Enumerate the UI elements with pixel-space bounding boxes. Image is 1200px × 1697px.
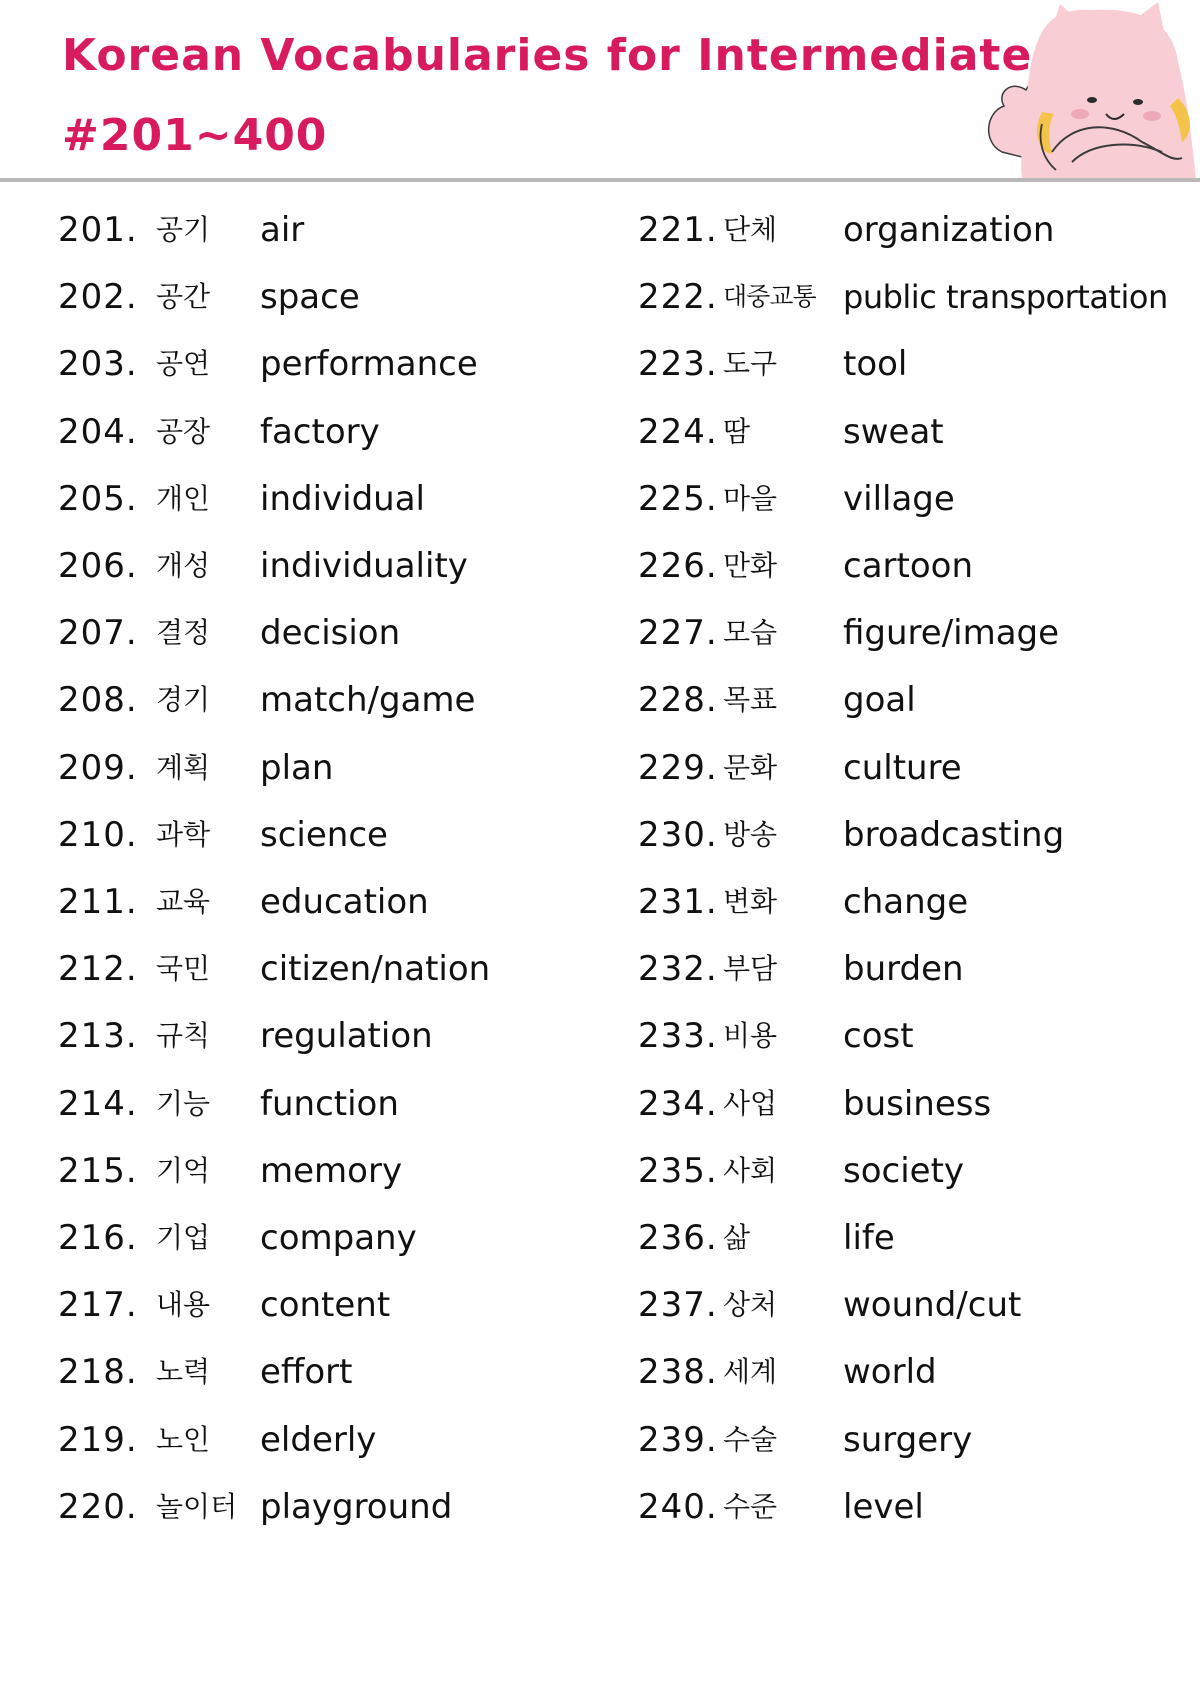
entry-number: 203.	[58, 344, 138, 385]
english-meaning: decision	[260, 613, 401, 654]
korean-word: 모습	[723, 616, 778, 650]
korean-word: 단체	[723, 213, 778, 246]
english-meaning: factory	[260, 411, 380, 452]
entry-number: 208.	[58, 680, 138, 721]
korean-word: 규칙	[156, 1019, 211, 1053]
english-meaning: education	[260, 882, 429, 922]
korean-word: 공간	[156, 280, 211, 314]
english-meaning: culture	[843, 747, 962, 788]
korean-word: 기업	[156, 1221, 211, 1254]
entry-number: 217.	[58, 1285, 138, 1326]
entry-number: 231.	[638, 882, 718, 922]
english-meaning: science	[260, 814, 388, 855]
korean-word: 개인	[156, 481, 211, 515]
korean-word: 만화	[723, 549, 778, 582]
korean-word: 땀	[723, 414, 751, 448]
english-meaning: memory	[260, 1150, 403, 1191]
entry-number: 222.	[638, 277, 718, 318]
english-meaning: air	[260, 210, 305, 250]
english-meaning: sweat	[843, 411, 944, 452]
korean-word: 문화	[723, 750, 778, 784]
korean-word: 노인	[156, 1422, 211, 1456]
english-meaning: burden	[843, 949, 964, 990]
entry-number: 204.	[58, 411, 138, 452]
korean-word: 국민	[156, 952, 211, 986]
korean-word: 과학	[156, 817, 211, 851]
page-title: Korean Vocabularies for Intermediate	[62, 30, 1033, 81]
entry-number: 205.	[58, 478, 138, 519]
entry-number: 207.	[58, 613, 138, 654]
korean-word: 공기	[156, 213, 211, 246]
entry-number: 224.	[638, 411, 718, 452]
entry-number: 206.	[58, 546, 138, 586]
entry-number: 201.	[58, 210, 138, 250]
entry-number: 225.	[638, 478, 718, 519]
entry-number: 216.	[58, 1218, 138, 1258]
korean-word: 기능	[156, 1086, 211, 1120]
entry-number: 237.	[638, 1285, 718, 1326]
korean-word: 대중교통	[723, 282, 816, 312]
english-meaning: surgery	[843, 1419, 973, 1460]
english-meaning: life	[843, 1218, 895, 1258]
korean-word: 기억	[156, 1153, 211, 1187]
entry-number: 240.	[638, 1486, 718, 1527]
entry-number: 221.	[638, 210, 718, 250]
english-meaning: level	[843, 1486, 924, 1527]
korean-word: 변화	[723, 885, 778, 918]
korean-word: 수술	[723, 1422, 778, 1456]
korean-word: 방송	[723, 817, 778, 851]
korean-word: 내용	[156, 1288, 211, 1322]
english-meaning: organization	[843, 210, 1055, 250]
english-meaning: goal	[843, 680, 916, 721]
english-meaning: effort	[260, 1352, 353, 1393]
english-meaning: individual	[260, 478, 426, 519]
english-meaning: cartoon	[843, 546, 973, 586]
entry-number: 211.	[58, 882, 138, 922]
korean-word: 계획	[156, 750, 211, 784]
entry-number: 229.	[638, 747, 718, 788]
english-meaning: individuality	[260, 546, 468, 586]
entry-number: 234.	[638, 1083, 718, 1124]
korean-word: 비용	[723, 1019, 778, 1053]
entry-number: 218.	[58, 1352, 138, 1393]
english-meaning: match/game	[260, 680, 476, 721]
korean-word: 공장	[156, 414, 211, 448]
header-divider	[0, 178, 1200, 182]
korean-word: 결정	[156, 616, 211, 650]
english-meaning: village	[843, 478, 955, 519]
entry-number: 227.	[638, 613, 718, 654]
entry-number: 238.	[638, 1352, 718, 1393]
english-meaning: regulation	[260, 1016, 433, 1057]
entry-number: 233.	[638, 1016, 718, 1057]
english-meaning: plan	[260, 747, 334, 788]
english-meaning: society	[843, 1150, 965, 1191]
korean-word: 삶	[723, 1221, 751, 1254]
english-meaning: figure/image	[843, 613, 1060, 654]
korean-word: 수준	[723, 1489, 778, 1523]
english-meaning: cost	[843, 1016, 914, 1057]
korean-word: 세계	[723, 1355, 778, 1389]
english-meaning: citizen/nation	[260, 949, 491, 990]
korean-word: 놀이터	[156, 1489, 238, 1523]
entry-number: 220.	[58, 1486, 138, 1527]
english-meaning: wound/cut	[843, 1285, 1022, 1326]
korean-word: 공연	[156, 347, 211, 381]
entry-number: 214.	[58, 1083, 138, 1124]
korean-word: 상처	[723, 1288, 778, 1322]
entry-number: 230.	[638, 814, 718, 855]
entry-number: 202.	[58, 277, 138, 318]
english-meaning: space	[260, 277, 360, 318]
entry-number: 226.	[638, 546, 718, 586]
english-meaning: broadcasting	[843, 814, 1065, 855]
korean-word: 경기	[156, 683, 211, 717]
english-meaning: performance	[260, 344, 478, 385]
korean-word: 부담	[723, 952, 778, 986]
english-meaning: public transportation	[843, 278, 1168, 317]
pink-cat-mascot-icon	[982, 2, 1200, 182]
korean-word: 개성	[156, 549, 211, 582]
entry-number: 232.	[638, 949, 718, 990]
korean-word: 사업	[723, 1086, 778, 1120]
english-meaning: change	[843, 882, 969, 922]
entry-number: 228.	[638, 680, 718, 721]
entry-number: 219.	[58, 1419, 138, 1460]
page-subtitle-range: #201~400	[62, 110, 328, 161]
korean-word: 교육	[156, 885, 211, 918]
korean-word: 사회	[723, 1153, 778, 1187]
entry-number: 209.	[58, 747, 138, 788]
entry-number: 210.	[58, 814, 138, 855]
english-meaning: company	[260, 1218, 417, 1258]
korean-word: 도구	[723, 347, 778, 381]
korean-word: 마을	[723, 481, 778, 515]
english-meaning: playground	[260, 1486, 453, 1527]
entry-number: 223.	[638, 344, 718, 385]
entry-number: 213.	[58, 1016, 138, 1057]
entry-number: 236.	[638, 1218, 718, 1258]
english-meaning: business	[843, 1083, 992, 1124]
english-meaning: elderly	[260, 1419, 377, 1460]
korean-word: 목표	[723, 683, 778, 717]
english-meaning: function	[260, 1083, 399, 1124]
korean-word: 노력	[156, 1355, 211, 1389]
page-header	[0, 0, 1200, 182]
english-meaning: world	[843, 1352, 937, 1393]
english-meaning: tool	[843, 344, 908, 385]
english-meaning: content	[260, 1285, 391, 1326]
entry-number: 235.	[638, 1150, 718, 1191]
entry-number: 212.	[58, 949, 138, 990]
entry-number: 215.	[58, 1150, 138, 1191]
entry-number: 239.	[638, 1419, 718, 1460]
